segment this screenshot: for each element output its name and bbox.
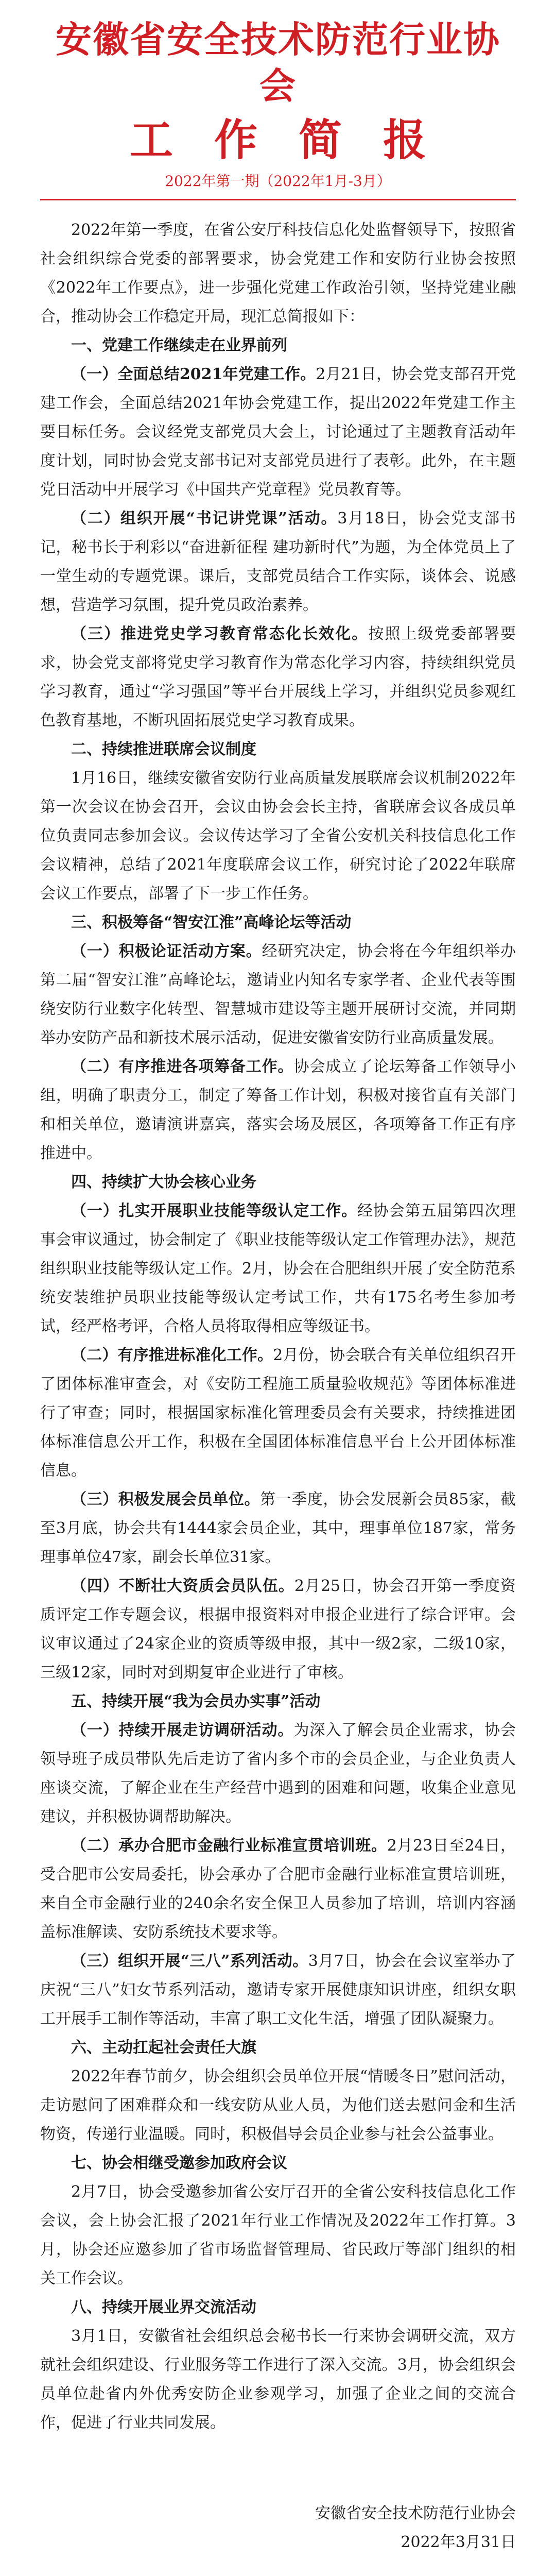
subsection-text: 2月21日，协会党支部召开党建工作会，全面总结2021年协会党建工作，提出2022年党建工作主要目标任务。会议经党支部党员大会上，讨论通过了主题教育活动年度计划，同时协会党支部书记对支部党员进行了表彰。此外，在主题党日活动中开展学习《中国共产党章程》党员教育等。	[40, 365, 516, 499]
issue-number: 2022年第一期（2022年1月-3月）	[165, 173, 391, 190]
body-paragraph: 2月7日，协会受邀参加省公安厅召开的全省公安科技信息化工作会议，会上协会汇报了2021年行业工作情况及2022年工作打算。3月，协会还应邀参加了省市场监督管理局、省民政厅等部门组织的相关工作会议。	[40, 2183, 516, 2287]
section-heading: 五、持续开展“我为会员办实事”活动	[71, 1692, 321, 1710]
subsection-heading: （二）有序推进各项筹备工作。	[71, 1058, 294, 1076]
signature-block	[40, 2499, 516, 2557]
subsection-text: 2月23日至24日，受合肥市公安局委托，协会承办了合肥市金融行业标准宣贯培训班，来自全市金融行业的240余名安全保卫人员参加了培训，培训内容涵盖标准解读、安防系统技术要求等。	[40, 1837, 516, 1941]
subsection-heading: （一）持续开展走访调研活动。	[71, 1721, 294, 1739]
section-heading: 六、主动扛起社会责任大旗	[71, 2039, 256, 2057]
subsection-paragraph	[40, 1485, 516, 1572]
section-heading: 四、持续扩大协会核心业务	[71, 1173, 256, 1191]
section-heading: 一、党建工作继续走在业界前列	[71, 336, 287, 354]
subsection-paragraph	[40, 1832, 516, 1947]
body-paragraph: 2022年第一季度，在省公安厅科技信息化处监督领导下，按照省社会组织综合党委的部署要求，协会党建工作和安防行业协会按照《2022年工作要点》，进一步强化党建工作政治引领，坚持党建业融合，推动协会工作稳定开局，现汇总简报如下：	[40, 221, 516, 326]
section-heading: 七、协会相继受邀参加政府会议	[71, 2154, 287, 2172]
header-divider	[40, 199, 516, 200]
subsection-paragraph	[40, 937, 516, 1053]
subsection-paragraph	[40, 1947, 516, 2033]
subsection-text: 协会成立了论坛筹备工作领导小组，明确了职责分工，制定了筹备工作计划，积极对接省直有关部门和相关单位，邀请演讲嘉宾，落实会场及展区，各项筹备工作正有序推进中。	[40, 1058, 516, 1162]
body-paragraph: 3月1日，安徽省社会组织总会秘书长一行来协会调研交流，双方就社会组织建设、行业服务等工作进行了深入交流。3月，协会组织会员单位赴省内外优秀安防企业参观学习，加强了企业之间的交流合作，促进了行业共同发展。	[40, 2327, 516, 2432]
subsection-heading: （二）承办合肥市金融行业标准宣贯培训班。	[71, 1837, 387, 1855]
signature-org: 安徽省安全技术防范行业协会	[315, 2504, 516, 2522]
subsection-paragraph	[40, 620, 516, 735]
subsection-heading: （一）全面总结2021年党建工作。	[71, 365, 316, 383]
subsection-heading: （二）组织开展“书记讲党课”活动。	[71, 510, 338, 528]
bulletin-body	[40, 216, 516, 2437]
subsection-heading: （一）积极论证活动方案。	[71, 942, 262, 960]
section-heading: 二、持续推进联席会议制度	[71, 740, 256, 758]
signature-date: 2022年3月31日	[401, 2533, 516, 2551]
subsection-paragraph	[40, 360, 516, 504]
subsection-text: 3月18日，协会党支部书记，秘书长于利彩以“奋进新征程 建功新时代”为题，为全体党员上了一堂生动的专题党课。课后，支部党员结合工作实际，谈体会、说感想，营造学习氛围，提升党员政治素养。	[40, 510, 516, 614]
subsection-text: 2月25日，协会召开第一季度资质评定工作专题会议，根据申报资料对申报企业进行了综合评审。会议审议通过了24家企业的资质等级申报，其中一级2家，二级10家，三级12家，同时对到期复审企业进行了审核。	[40, 1577, 516, 1682]
body-paragraph: 1月16日，继续安徽省安防行业高质量发展联席会议机制2022年第一次会议在协会召开，会议由协会会长主持，省联席会议各成员单位负责同志参加会议。会议传达学习了全省公安机关科技信息化工作会议精神，总结了2021年度联席会议工作，研究讨论了2022年联席会议工作要点，部署了下一步工作任务。	[40, 769, 516, 903]
subsection-text: 经研究决定，协会将在今年组织举办第二届“智安江淮”高峰论坛，邀请业内知名专家学者、企业代表等围绕安防行业数字化转型、智慧城市建设等主题开展研讨交流，并同期举办安防产品和新技术展示活动，促进安徽省安防行业高质量发展。	[40, 942, 516, 1047]
subsection-paragraph	[40, 1572, 516, 1687]
bulletin-title: 工作简报	[129, 115, 467, 165]
subsection-heading: （三）积极发展会员单位。	[71, 1490, 260, 1509]
subsection-paragraph	[40, 1197, 516, 1341]
subsection-text: 经协会第五届第四次理事会审议通过，协会制定了《职业技能等级认定工作管理办法》，规范组织职业技能等级认定工作。2月，协会在合肥组织开展了安全防范系统安装维护员职业技能等级认定考试工作，共有175名考生参加考试，经严格考评，合格人员将取得相应等级证书。	[40, 1202, 516, 1335]
subsection-paragraph	[40, 1716, 516, 1832]
subsection-paragraph	[40, 1053, 516, 1168]
subsection-heading: （一）扎实开展职业技能等级认定工作。	[71, 1202, 357, 1220]
subsection-text: 按照上级党委部署要求，协会党支部将党史学习教育作为常态化学习内容，持续组织党员学习教育，通过“学习强国”等平台开展线上学习，并组织党员参观红色教育基地，不断巩固拓展党史学习教育成果。	[40, 625, 516, 730]
subsection-paragraph	[40, 1341, 516, 1485]
subsection-text: 第一季度，协会发展新会员85家，截至3月底，协会共有1444家会员企业，其中，理事单位187家，常务理事单位47家，副会长单位31家。	[40, 1490, 516, 1566]
org-title: 安徽省安全技术防范行业协会	[56, 19, 500, 107]
subsection-heading: （三）组织开展“三八”系列活动。	[71, 1952, 308, 1970]
subsection-text: 为深入了解会员企业需求，协会领导班子成员带队先后走访了省内多个市的会员企业，与企业负责人座谈交流，了解企业在生产经营中遇到的困难和问题，收集企业意见建议，并积极协调帮助解决。	[40, 1721, 516, 1826]
subsection-text: 2月份，协会联合有关单位组织召开了团体标准审查会，对《安防工程施工质量验收规范》等团体标准进行了审查；同时，根据国家标准化管理委员会有关要求，持续推进团体标准信息公开工作，积极在全国团体标准信息平台上公开团体标准信息。	[40, 1346, 516, 1480]
subsection-heading: （三）推进党史学习教育常态化长效化。	[71, 625, 369, 643]
subsection-text: 3月7日，协会在会议室举办了庆祝“三八”妇女节系列活动，邀请专家开展健康知识讲座，组织女职工开展手工制作等活动，丰富了职工文化生活，增强了团队凝聚力。	[40, 1952, 516, 2028]
section-heading: 八、持续开展业界交流活动	[71, 2298, 256, 2316]
section-heading: 三、积极筹备“智安江淮”高峰论坛等活动	[71, 913, 352, 931]
subsection-paragraph	[40, 504, 516, 620]
subsection-heading: （二）有序推进标准化工作。	[71, 1346, 273, 1364]
body-paragraph: 2022年春节前夕，协会组织会员单位开展“情暖冬日”慰问活动，走访慰问了困难群众和一线安防从业人员，为他们送去慰问金和生活物资，传递行业温暖。同时，积极倡导会员企业参与社会公益事业。	[40, 2067, 516, 2143]
subsection-heading: （四）不断壮大资质会员队伍。	[71, 1577, 294, 1595]
